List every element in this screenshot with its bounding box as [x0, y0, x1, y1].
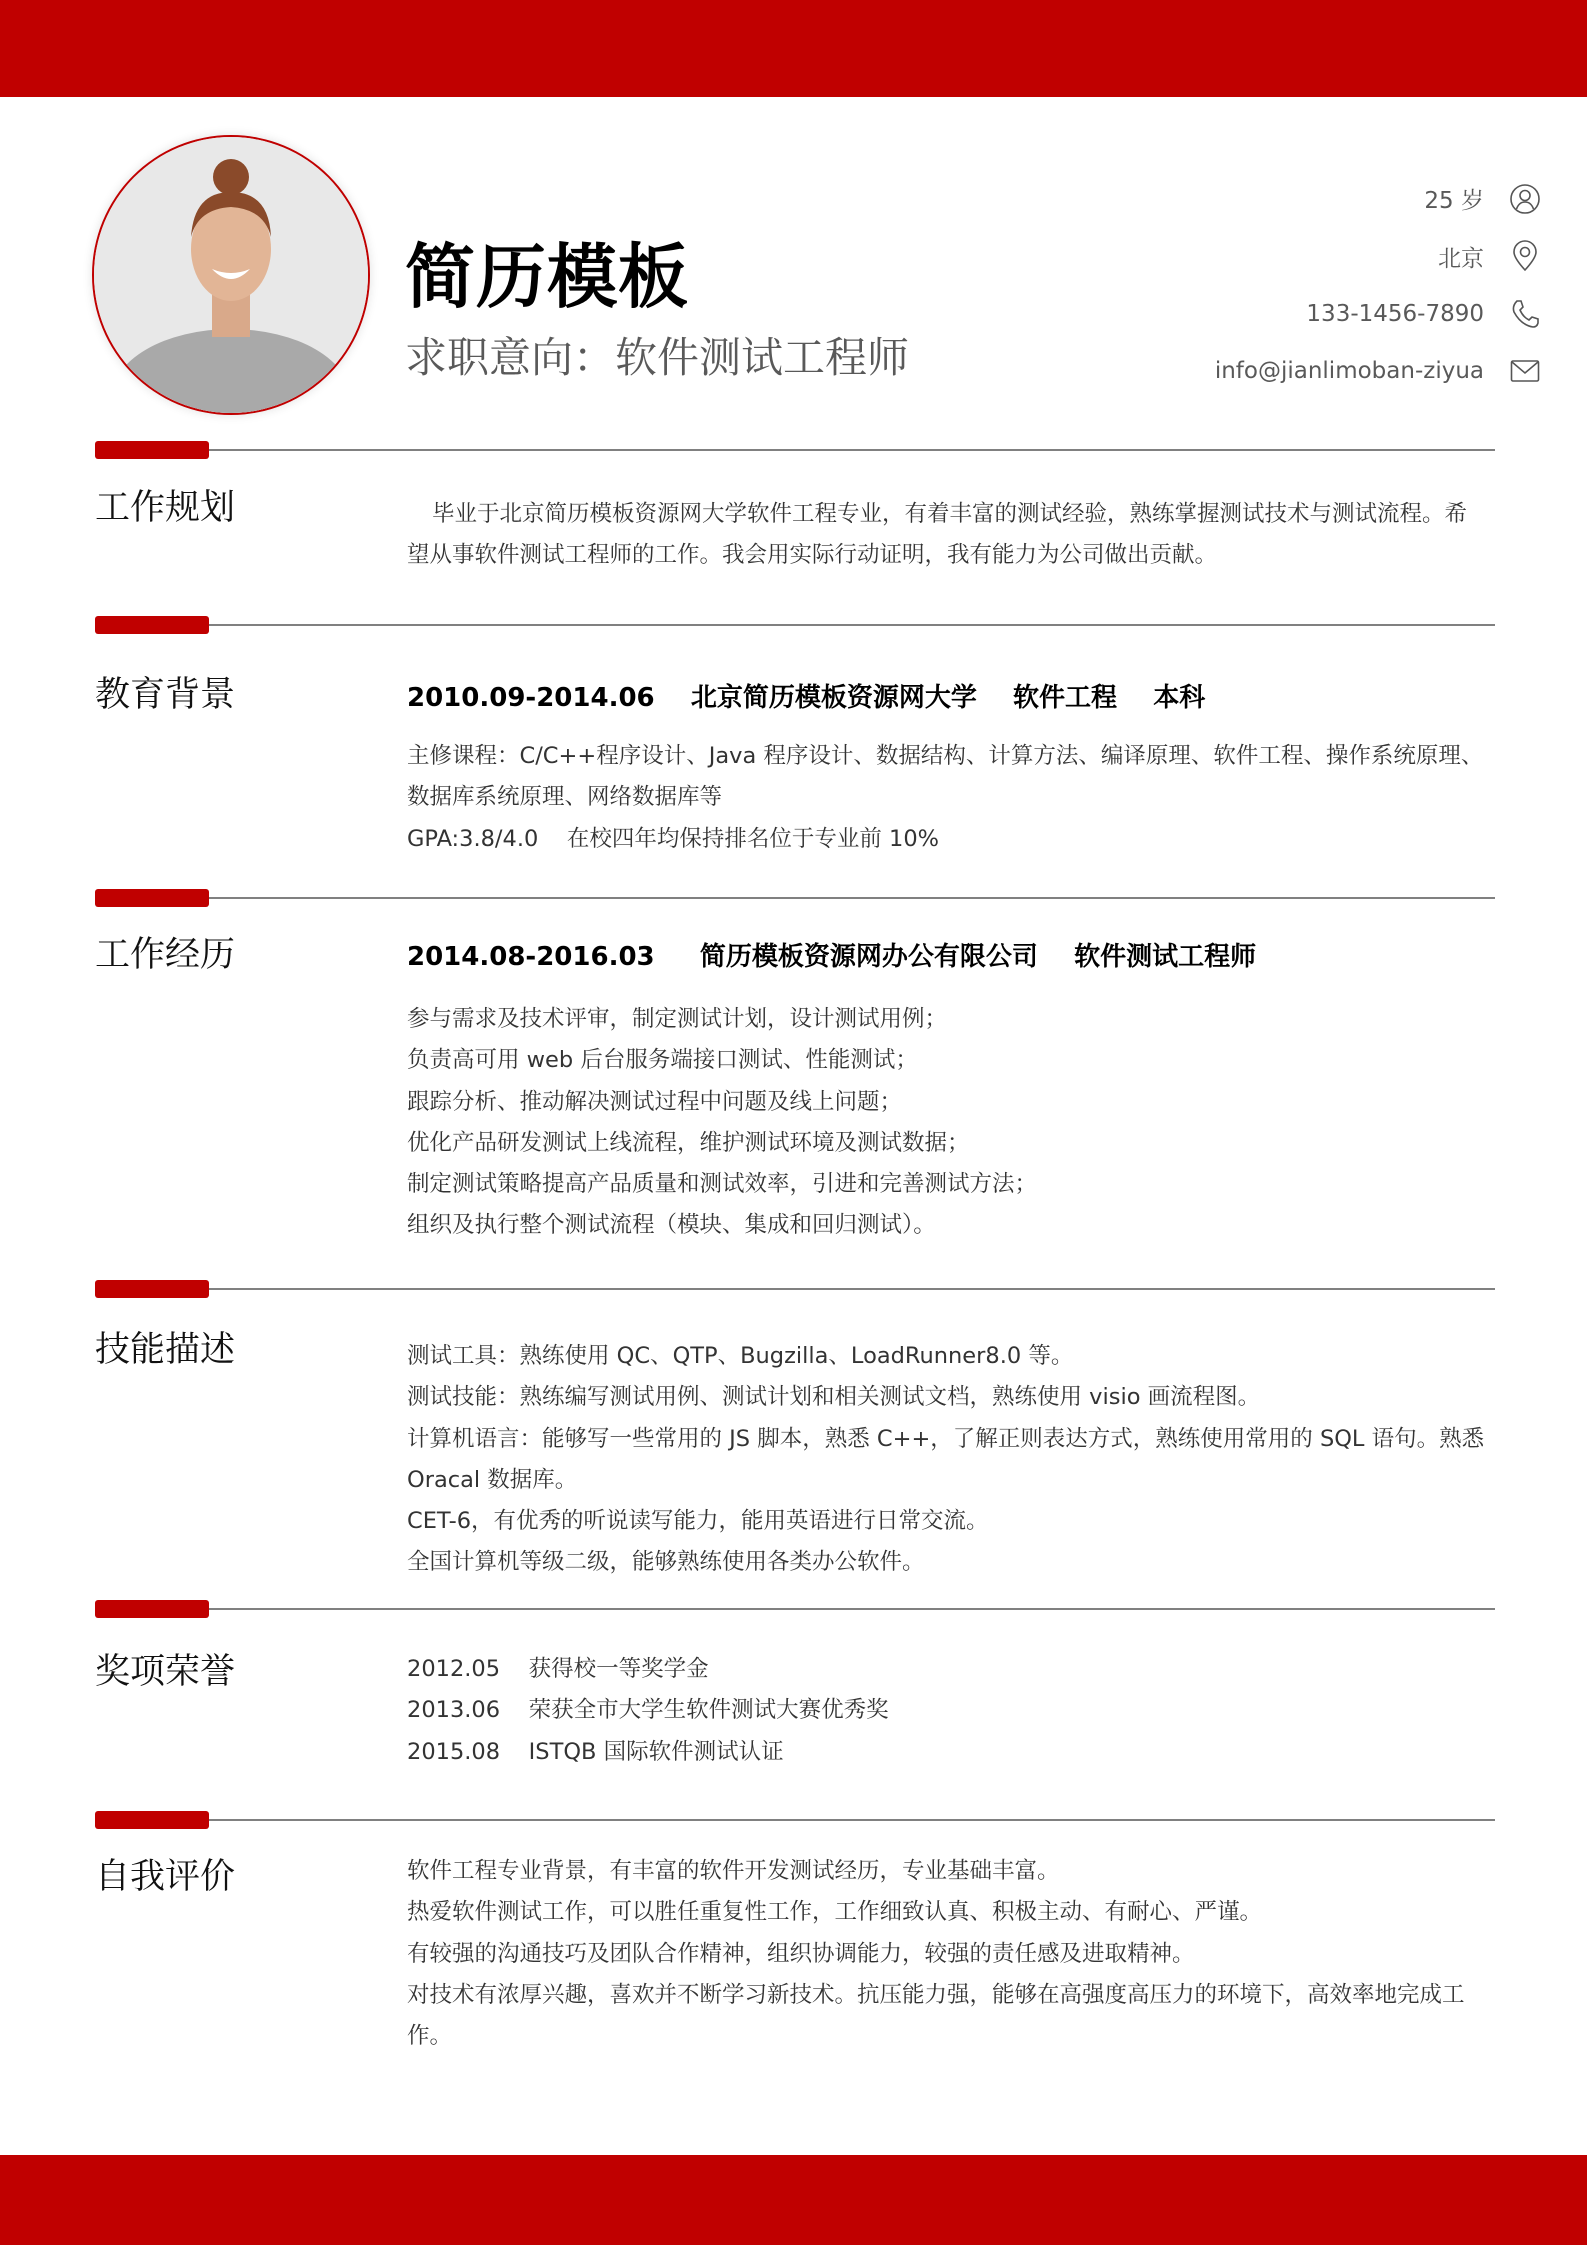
self-item: 有较强的沟通技巧及团队合作精神，组织协调能力，较强的责任感及进取精神。	[407, 1940, 1195, 1967]
section-divider	[95, 1600, 1495, 1618]
work-item: 制定测试策略提高产品质量和测试效率，引进和完善测试方法；	[407, 1171, 1038, 1198]
awards-content	[407, 1649, 1487, 1773]
self-content	[407, 1851, 1487, 2057]
section-divider	[95, 616, 1495, 634]
self-item: 热爱软件测试工作，可以胜任重复性工作，工作细致认真、积极主动、有耐心、严谨。	[407, 1899, 1263, 1926]
divider-line	[209, 1819, 1495, 1821]
section-divider	[95, 889, 1495, 907]
contact-phone	[842, 285, 1542, 343]
mail-icon	[1508, 354, 1542, 388]
contact-info	[842, 170, 1542, 400]
location-pin-icon	[1508, 239, 1542, 273]
job-intent: 求职意向：软件测试工程师	[405, 333, 910, 382]
divider-line	[209, 449, 1495, 451]
plan-content	[407, 494, 1487, 577]
top-accent-band	[0, 0, 1587, 97]
divider-line	[209, 897, 1495, 899]
user-icon	[1508, 182, 1542, 216]
divider-accent-bar	[95, 616, 209, 634]
work-item: 参与需求及技术评审，制定测试计划，设计测试用例；	[407, 1006, 948, 1032]
divider-line	[209, 624, 1495, 626]
skill-item: 计算机语言：能够写一些常用的 JS 脚本，熟悉 C++，了解正则表达方式，熟练使用常用的 SQL 语句。熟悉 Oracal 数据库。	[407, 1425, 1485, 1493]
work-headline: 2014.08-2016.03 简历模板资源网办公有限公司 软件测试工程师	[407, 942, 1257, 972]
section-divider	[95, 441, 1495, 459]
divider-accent-bar	[95, 1280, 209, 1298]
work-item: 组织及执行整个测试流程（模块、集成和回归测试）。	[407, 1212, 936, 1239]
divider-accent-bar	[95, 441, 209, 459]
bottom-accent-band	[0, 2155, 1587, 2245]
age-text: 25 岁	[1424, 188, 1484, 215]
education-headline: 2010.09-2014.06 北京简历模板资源网大学 软件工程 本科	[407, 683, 1206, 713]
phone-text: 133-1456-7890	[1306, 300, 1484, 327]
plan-text: 毕业于北京简历模板资源网大学软件工程专业，有着丰富的测试经验，熟练掌握测试技术与测试流程。希望从事软件测试工程师的工作。我会用实际行动证明，我有能力为公司做出贡献。	[407, 501, 1468, 569]
self-item: 软件工程专业背景，有丰富的软件开发测试经历，专业基础丰富。	[407, 1858, 1060, 1884]
location-text: 北京	[1438, 245, 1484, 272]
skill-item: 测试工具：熟练使用 QC、QTP、Bugzilla、LoadRunner8.0 等。	[407, 1343, 1074, 1369]
skill-item: CET-6，有优秀的听说读写能力，能用英语进行日常交流。	[407, 1508, 989, 1535]
section-title-plan: 工作规划	[95, 488, 236, 528]
contact-location	[842, 228, 1542, 286]
award-item: 2015.08 ISTQB 国际软件测试认证	[407, 1738, 784, 1765]
section-title-education: 教育背景	[95, 675, 236, 715]
section-title-awards: 奖项荣誉	[95, 1652, 236, 1692]
skill-item: 全国计算机等级二级，能够熟练使用各类办公软件。	[407, 1549, 925, 1576]
work-content	[407, 937, 1487, 1247]
contact-age	[842, 170, 1542, 228]
section-title-work: 工作经历	[95, 935, 236, 975]
section-divider	[95, 1811, 1495, 1829]
work-item: 优化产品研发测试上线流程，维护测试环境及测试数据；	[407, 1129, 970, 1156]
section-title-self: 自我评价	[95, 1857, 236, 1897]
work-item: 跟踪分析、推动解决测试过程中问题及线上问题；	[407, 1088, 903, 1115]
person-photo-icon	[94, 137, 368, 413]
skills-content	[407, 1336, 1487, 1584]
award-item: 2013.06 荣获全市大学生软件测试大赛优秀奖	[407, 1697, 889, 1724]
resume-name: 简历模板	[405, 236, 689, 318]
divider-accent-bar	[95, 1811, 209, 1829]
work-item: 负责高可用 web 后台服务端接口测试、性能测试；	[407, 1047, 918, 1074]
skill-item: 测试技能：熟练编写测试用例、测试计划和相关测试文档，熟练使用 visio 画流程图。	[407, 1384, 1261, 1411]
education-content	[407, 678, 1487, 860]
divider-accent-bar	[95, 1600, 209, 1618]
section-title-skills: 技能描述	[95, 1330, 236, 1370]
education-courses: 主修课程：C/C++程序设计、Java 程序设计、数据结构、计算方法、编译原理、软件工程、操作系统原理、数据库系统原理、网络数据库等	[407, 743, 1484, 811]
section-divider	[95, 1280, 1495, 1298]
email-text[interactable]: info@jianlimoban-ziyua	[1214, 358, 1484, 385]
divider-accent-bar	[95, 889, 209, 907]
profile-photo	[92, 135, 370, 415]
education-gpa: GPA:3.8/4.0 在校四年均保持排名位于专业前 10%	[407, 825, 940, 852]
award-item: 2012.05 获得校一等奖学金	[407, 1656, 709, 1682]
self-item: 对技术有浓厚兴趣，喜欢并不断学习新技术。抗压能力强，能够在高强度高压力的环境下，高效率地完成工作。	[407, 1981, 1465, 2050]
contact-email	[842, 343, 1542, 401]
divider-line	[209, 1608, 1495, 1610]
divider-line	[209, 1288, 1495, 1290]
phone-icon	[1508, 297, 1542, 331]
